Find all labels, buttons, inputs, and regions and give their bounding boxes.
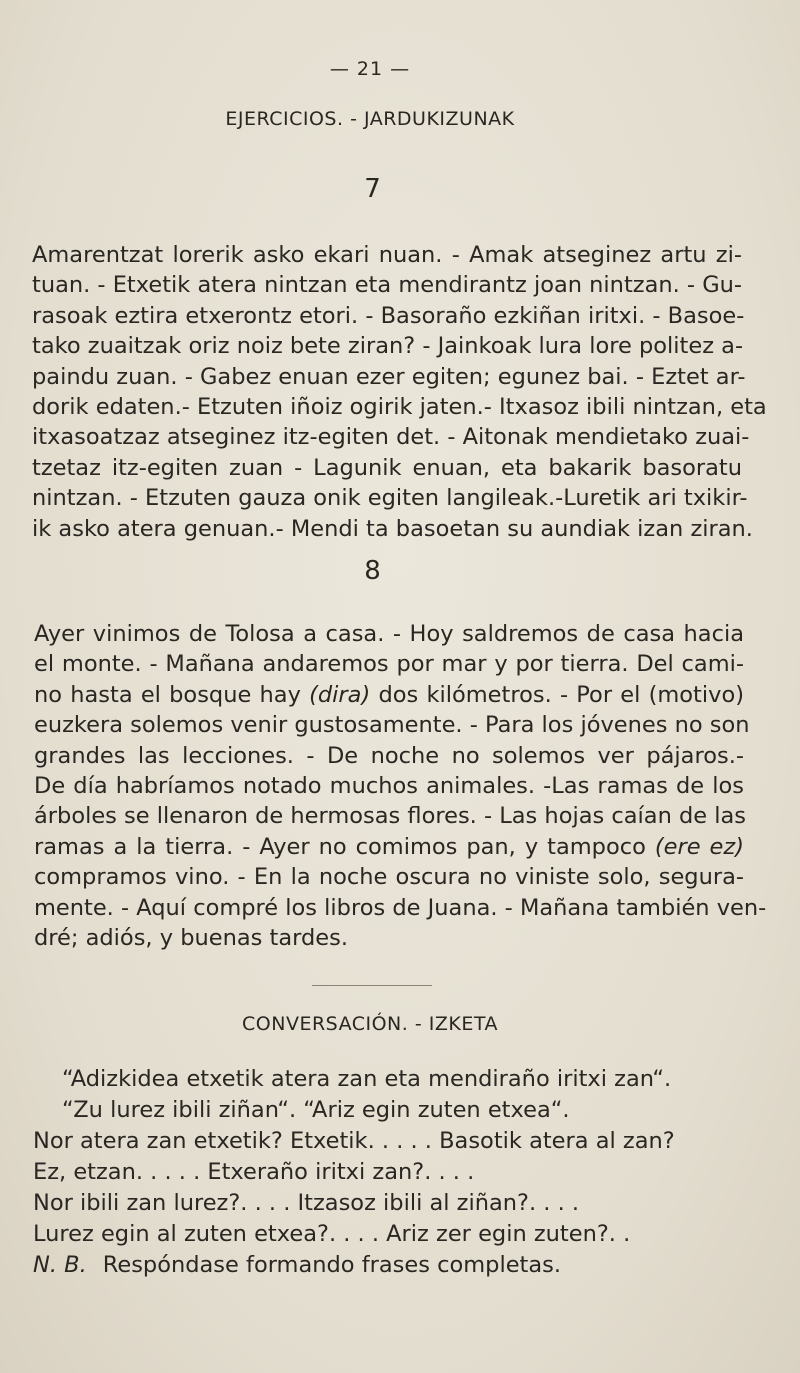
text-segment: compramos vino. - En la noche oscura no viniste solo, segura-	[34, 864, 744, 891]
text-segment: dré; adiós, y buenas tardes.	[34, 924, 348, 951]
conversation-title: CONVERSACIÓN. - IZKETA	[242, 1013, 498, 1035]
text-segment: euzkera solemos venir gustosamente. - Para los jóvenes no son	[34, 712, 750, 739]
text-line	[34, 832, 744, 862]
text-line	[34, 801, 747, 831]
exercise-8-text	[34, 619, 767, 953]
italic-gloss: (dira)	[309, 681, 371, 708]
text-line	[34, 619, 744, 649]
text-line: ik asko atera genuan.- Mendi ta basoetan su aundiak izan ziran.	[32, 515, 753, 542]
text-segment: ramas a la tierra. - Ayer no comimos pan, y tampoco	[34, 833, 655, 860]
conversation-line: “Adizkidea etxetik atera zan eta mendiraño iritxi zan“.	[62, 1066, 672, 1092]
nota-bene-label: N. B.	[33, 1252, 87, 1278]
conversation-line: “Zu lurez ibili ziñan“. “Ariz egin zuten etxea“.	[62, 1097, 570, 1123]
nota-bene	[33, 1252, 561, 1278]
text-line: tako zuaitzak oriz noiz bete ziran? - Jainkoak lura lore politez a-	[32, 333, 744, 360]
text-segment: mente. - Aquí compré los libros de Juana. - Mañana también ven-	[34, 894, 767, 921]
nota-bene-text: Respóndase formando frases completas.	[102, 1252, 562, 1278]
exercise-number-8: 8	[364, 556, 381, 586]
italic-gloss: (ere ez)	[654, 833, 744, 860]
text-line: nintzan. - Etzuten gauza onik egiten langileak.-Luretik ari txikir-	[32, 485, 748, 512]
text-line: Amarentzat lorerik asko ekari nuan. - Amak atseginez artu zi-	[32, 242, 742, 268]
text-line	[34, 771, 744, 801]
text-segment: grandes las lecciones. - De noche no solemos ver pájaros.-	[34, 742, 744, 769]
text-line	[34, 649, 744, 679]
page-number: — 21 —	[329, 58, 411, 80]
text-line: dorik edaten.- Etzuten iñoiz ogirik jaten.- Itxasoz ibili nintzan, eta	[32, 393, 767, 420]
section-divider	[312, 985, 432, 986]
text-line: tzetaz itz-egiten zuan - Lagunik enuan, eta bakarik basoratu	[32, 454, 742, 481]
conversation-line: Nor ibili zan lurez?. . . . Itzasoz ibili al ziñan?. . . .	[33, 1190, 580, 1216]
text-segment: no hasta el bosque hay	[34, 681, 310, 708]
text-segment: árboles se llenaron de hermosas flores. - Las hojas caían de las	[34, 803, 747, 830]
text-line	[34, 710, 750, 740]
text-line: tuan. - Etxetik atera nintzan eta mendirantz joan nintzan. - Gu-	[32, 272, 743, 299]
conversation-line: Ez, etzan. . . . . Etxeraño iritxi zan?. . . .	[33, 1159, 475, 1185]
text-line	[34, 923, 744, 953]
text-segment: dos kilómetros. - Por el (motivo)	[370, 681, 744, 708]
text-line	[34, 680, 744, 710]
conversation-line: Lurez egin al zuten etxea?. . . . Ariz zer egin zuten?. .	[33, 1221, 631, 1247]
exercise-number-7: 7	[364, 174, 381, 204]
text-line	[34, 741, 744, 771]
text-segment: el monte. - Mañana andaremos por mar y por tierra. Del cami-	[34, 651, 744, 678]
text-line: rasoak eztira etxerontz etori. - Basoraño ezkiñan iritxi. - Basoe-	[32, 302, 745, 329]
text-line: itxasoatzaz atseginez itz-egiten det. - Aitonak mendietako zuai-	[32, 424, 750, 451]
text-line	[34, 893, 767, 923]
text-line: paindu zuan. - Gabez enuan ezer egiten; egunez bai. - Eztet ar-	[32, 363, 746, 390]
text-line	[34, 862, 744, 892]
text-segment: Ayer vinimos de Tolosa a casa. - Hoy saldremos de casa hacia	[34, 621, 744, 647]
exercise-7-text	[32, 240, 767, 544]
exercises-title: EJERCICIOS. - JARDUKIZUNAK	[225, 108, 515, 130]
conversation-line: Nor atera zan etxetik? Etxetik. . . . . Basotik atera al zan?	[33, 1128, 675, 1154]
text-segment: De día habríamos notado muchos animales. -Las ramas de los	[34, 772, 744, 799]
